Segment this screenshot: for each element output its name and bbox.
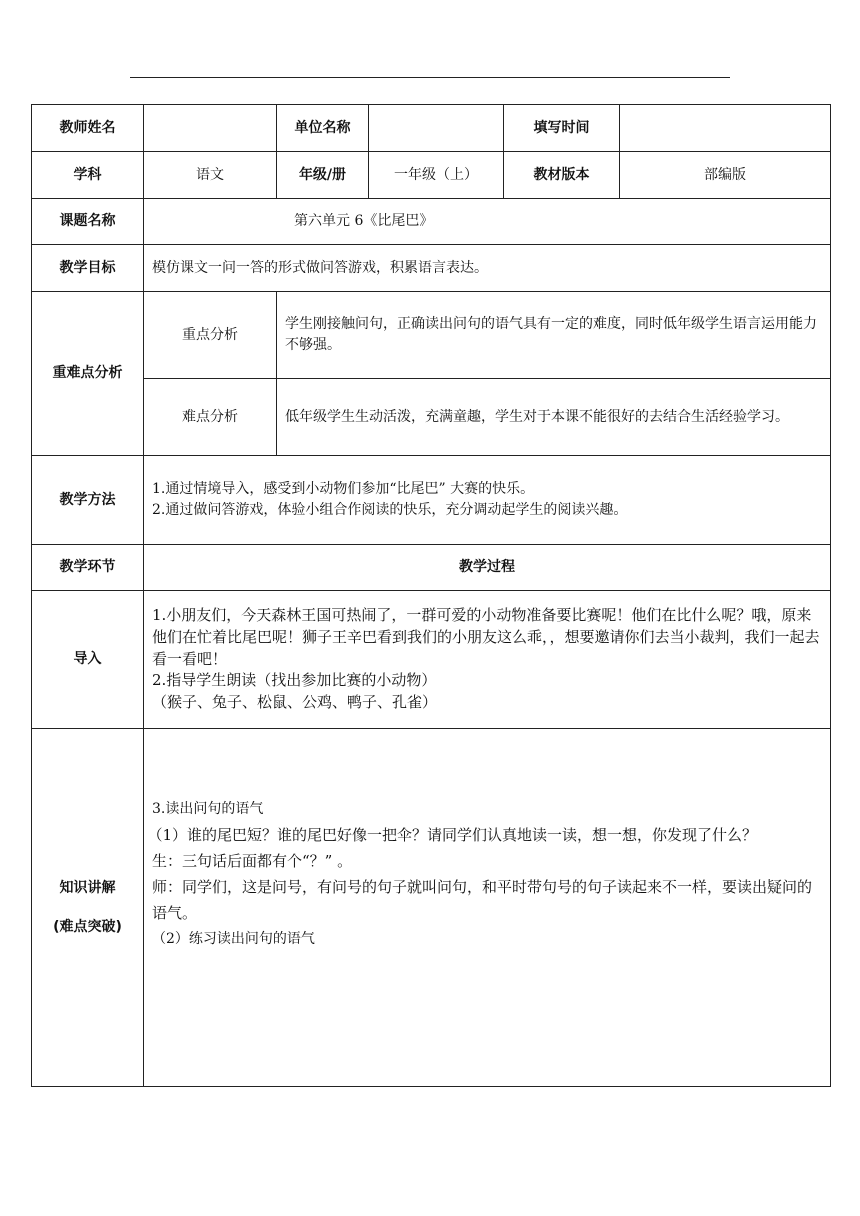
subject-value: 语文 [144,152,277,199]
row-title [32,199,831,245]
method-label: 教学方法 [32,456,144,545]
stage-label: 教学环节 [32,545,144,591]
unit-name-label: 单位名称 [277,105,369,152]
row-goal [32,245,831,292]
process-label: 教学过程 [144,545,831,591]
unit-name-value[interactable] [369,105,504,152]
lesson-title-value: 第六单元 6《比尾巴》 [144,199,831,245]
edition-label: 教材版本 [504,152,620,199]
row-process-header [32,545,831,591]
edition-value: 部编版 [620,152,831,199]
fill-time-value[interactable] [620,105,831,152]
analysis-label: 重难点分析 [32,292,144,456]
row-teacher [32,105,831,152]
row-key-analysis [32,292,831,379]
knowledge-line: （2）练习读出问句的语气 [152,930,315,947]
method-line: 1.通过情境导入，感受到小动物们参加“比尾巴” 大赛的快乐。 [152,481,535,497]
grade-label: 年级/册 [277,152,369,199]
grade-value: 一年级（上） [369,152,504,199]
knowledge-line: 师：同学们，这是问号，有问号的句子就叫问句，和平时带句号的句子读起来不一样，要读出疑问的语气。 [152,878,813,923]
knowledge-label: 知识讲解 [59,879,116,896]
knowledge-line: 生：三句话后面都有个“？” 。 [152,851,353,870]
knowledge-line: 3.读出问句的语气 [152,801,264,817]
difficulty-analysis-text: 低年级学生生动活泼，充满童趣，学生对于本课不能很好的去结合生活经验学习。 [277,379,831,456]
knowledge-text [144,729,831,1087]
lesson-title-label: 课题名称 [32,199,144,245]
row-subject [32,152,831,199]
intro-label: 导入 [32,591,144,729]
goal-label: 教学目标 [32,245,144,292]
knowledge-sub-label: (难点突破) [53,918,122,935]
method-line: 2.通过做问答游戏，体验小组合作阅读的快乐，充分调动起学生的阅读兴趣。 [152,502,628,518]
method-text [144,456,831,545]
knowledge-line: （1）谁的尾巴短？谁的尾巴好像一把伞？请同学们认真地读一读，想一想，你发现了什么？ [147,825,758,844]
header-rule [130,77,730,78]
teacher-name-label: 教师姓名 [32,105,144,152]
key-analysis-text: 学生刚接触问句，正确读出问句的语气具有一定的难度，同时低年级学生语言运用能力不够强。 [277,292,831,379]
key-analysis-label: 重点分析 [144,292,277,379]
teacher-name-value[interactable] [144,105,277,152]
row-knowledge [32,729,831,1087]
difficulty-analysis-label: 难点分析 [144,379,277,456]
row-intro [32,591,831,729]
lesson-plan-table [31,104,831,1087]
intro-text [144,591,831,729]
subject-label: 学科 [32,152,144,199]
intro-line: 1.小朋友们，今天森林王国可热闹了，一群可爱的小动物准备要比赛呢！他们在比什么呢？哦，原来他们在忙着比尾巴呢！狮子王辛巴看到我们的小朋友这么乖，，想要邀请你们去当小裁判，我们一起去看一看吧！ [152,606,820,668]
row-difficulty-analysis [32,379,831,456]
intro-line: 2.指导学生朗读（找出参加比赛的小动物） [152,671,437,690]
fill-time-label: 填写时间 [504,105,620,152]
row-method [32,456,831,545]
goal-value: 模仿课文一问一答的形式做问答游戏，积累语言表达。 [144,245,831,292]
knowledge-label-cell [32,729,144,1087]
intro-line: （猴子、兔子、松鼠、公鸡、鸭子、孔雀） [152,693,438,712]
